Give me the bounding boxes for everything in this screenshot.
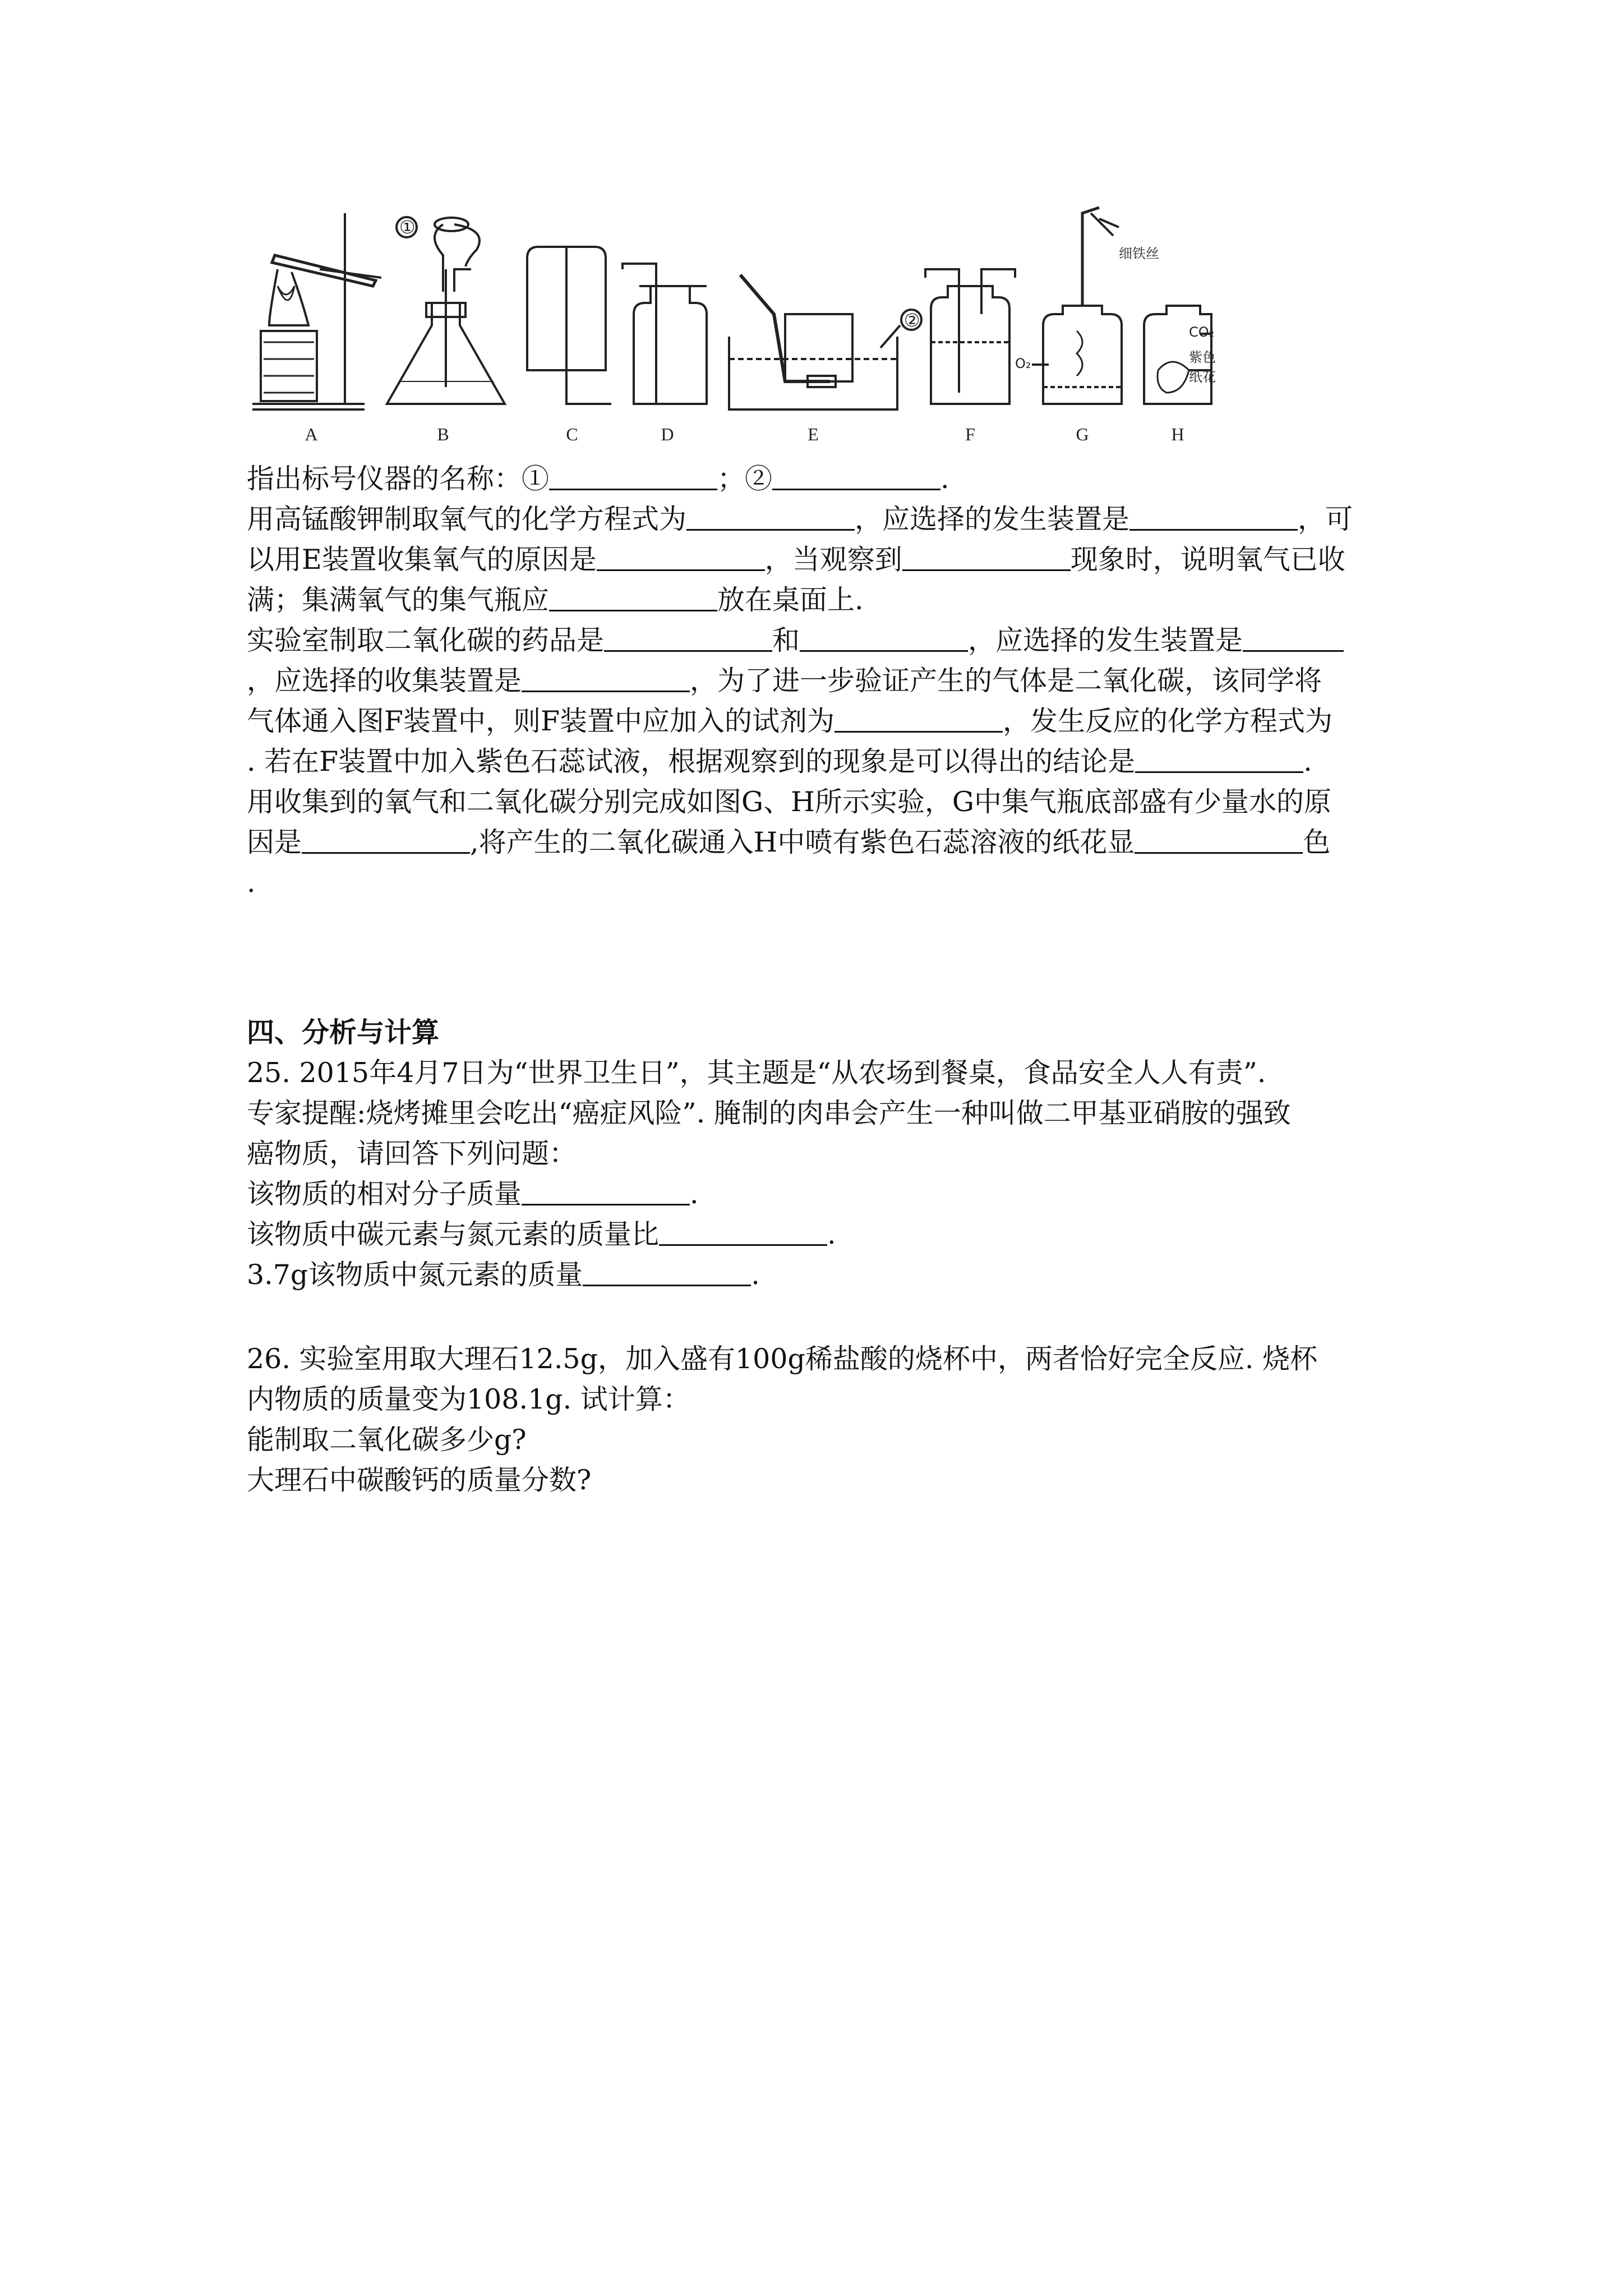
apparatus-d (623, 264, 707, 404)
q24-line-1: 指出标号仪器的名称：① ；② . (247, 463, 949, 495)
answer-blank[interactable] (549, 463, 717, 490)
answer-blank[interactable] (772, 463, 940, 490)
q25-line-1: 25. 2015年4月7日为“世界卫生日”，其主题是“从农场到餐桌，食品安全人人有责”. (247, 1057, 1266, 1089)
q24-line-7: 气体通入图F装置中，则F装置中应加入的试剂为 ，发生反应的化学方程式为 (247, 705, 1333, 737)
apparatus-c (527, 247, 611, 404)
answer-blank[interactable] (549, 584, 717, 611)
answer-blank[interactable] (800, 624, 968, 652)
q25-sub-3: 3.7g该物质中氮元素的质量 . (247, 1259, 760, 1291)
q26-line-1: 26. 实验室用取大理石12.5g，加入盛有100g稀盐酸的烧杯中，两者恰好完全反应. 烧杯 (247, 1343, 1318, 1375)
q24-line-11: . (247, 867, 256, 899)
answer-blank[interactable] (597, 544, 765, 571)
label-o2: O₂ (1015, 356, 1031, 371)
label-g: G (1076, 424, 1089, 444)
answer-blank[interactable] (659, 1218, 827, 1246)
answer-blank[interactable] (1129, 503, 1298, 531)
label-a: A (305, 424, 318, 444)
answer-blank[interactable] (302, 826, 470, 854)
marker-2: ② (904, 310, 920, 330)
apparatus-a (252, 213, 381, 409)
q25-sub-2: 该物质中碳元素与氮元素的质量比 . (247, 1218, 836, 1250)
q25-line-2: 专家提醒:烧烤摊里会吃出“癌症风险”. 腌制的肉串会产生一种叫做二甲基亚硝胺的强致 (247, 1097, 1291, 1129)
label-flower-1: 紫色 (1189, 349, 1216, 365)
apparatus-f (925, 269, 1015, 404)
apparatus-e (729, 275, 921, 409)
q25-sub-1: 该物质的相对分子质量 . (247, 1178, 699, 1210)
label-co2: CO₂ (1189, 324, 1215, 340)
label-c: C (566, 424, 578, 444)
label-f: F (965, 424, 975, 444)
label-iron-wire: 细铁丝 (1119, 246, 1159, 261)
q26-line-2: 内物质的质量变为108.1g. 试计算： (247, 1383, 690, 1415)
question-24 (247, 459, 1391, 903)
q24-line-3: 以用E装置收集氧气的原因是 ，当观察到 现象时，说明氧气已收 (247, 544, 1345, 576)
marker-1: ① (399, 217, 416, 237)
section-4 (247, 1013, 1391, 1501)
q24-line-5: 实验室制取二氧化碳的药品是 和 ，应选择的发生装置是 (247, 620, 1391, 661)
q26-sub-1: 能制取二氧化碳多少g? (247, 1424, 527, 1456)
answer-blank[interactable] (522, 1178, 690, 1205)
answer-blank[interactable] (1135, 746, 1303, 773)
label-b: B (437, 424, 449, 444)
q25-line-3: 癌物质，请回答下列问题： (247, 1138, 577, 1170)
label-h: H (1171, 424, 1184, 444)
label-flower-2: 纸花 (1189, 369, 1216, 385)
q24-line-6: ，应选择的收集装置是 ，为了进一步验证产生的气体是二氧化碳，该同学将 (247, 665, 1322, 697)
answer-blank[interactable] (1243, 624, 1344, 652)
apparatus-g (1032, 208, 1122, 404)
q24-line-2: 用高锰酸钾制取氧气的化学方程式为 ，应选择的发生装置是 ，可 (247, 503, 1353, 535)
section-heading: 四、分析与计算 (247, 1016, 440, 1048)
label-d: D (661, 424, 674, 444)
answer-blank[interactable] (604, 624, 772, 652)
q24-line-9: 用收集到的氧气和二氧化碳分别完成如图G、H所示实验，G中集气瓶底部盛有少量水的原 (247, 786, 1332, 818)
answer-blank[interactable] (583, 1259, 751, 1286)
q24-line-8: . 若在F装置中加入紫色石蕊试液，根据观察到的现象是可以得出的结论是 . (247, 746, 1312, 777)
label-e: E (808, 424, 819, 444)
answer-blank[interactable] (522, 665, 690, 692)
answer-blank[interactable] (834, 705, 1003, 733)
q26-sub-2: 大理石中碳酸钙的质量分数? (247, 1464, 592, 1496)
q24-line-4: 满；集满氧气的集气瓶应 放在桌面上. (247, 584, 864, 616)
q24-line-10: 因是 ,将产生的二氧化碳通入H中喷有紫色石蕊溶液的纸花显 色 (247, 826, 1331, 858)
answer-blank[interactable] (686, 503, 855, 531)
apparatus-b (387, 217, 505, 404)
apparatus-figure (247, 202, 1216, 449)
answer-blank[interactable] (1135, 826, 1303, 854)
answer-blank[interactable] (902, 544, 1071, 571)
